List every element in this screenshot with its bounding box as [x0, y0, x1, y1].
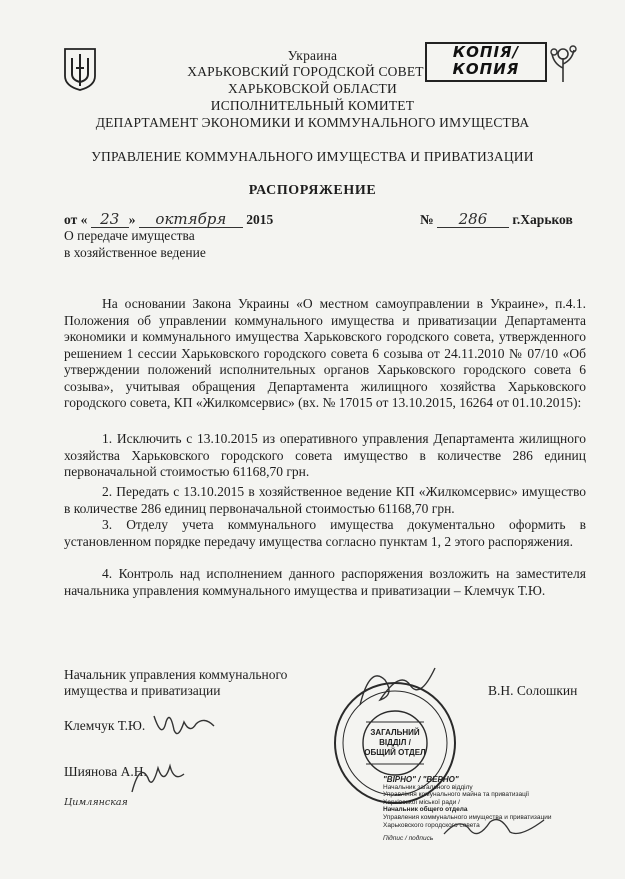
date-prefix: от « [64, 212, 88, 227]
round-stamp-text [360, 728, 430, 758]
number-prefix: № [420, 212, 434, 227]
verno-stamp-line6: Управления коммунального имущества и приватизации [383, 813, 552, 821]
item-1: 1. Исключить с 13.10.2015 из оперативного управления Департамента жилищного хозяйства Харьковского городского совета имущество в количестве 286 единиц первоначальной стоимостью 61168,70 грн. [64, 431, 586, 479]
header-region: ХАРЬКОВСКОЙ ОБЛАСТИ [228, 81, 397, 96]
round-stamp-line2: ВІДДІЛ / [379, 738, 411, 747]
signer-position-line1: Начальник управления коммунального [64, 667, 288, 682]
verno-stamp-title: "ВІРНО" / "ВЕРНО" [383, 775, 459, 784]
preamble: На основании Закона Украины «О местном самоуправлении в Украине», п.4.1. Положения об управлении коммунального имущества и приватизации Департамента экономики и коммунального имущества Харьковского городского совета, утвержденного решением 1 сессии Харьковского городского совета 6 созыва от 24.11.2010 № 07/10 «Об утверждении положений исполнительных органов Харьковского городского совета 6 созыва», учитывая обращения Департамента жилищного хозяйства Харьковского городского совета, КП «Жилкомсервис» (вх. № 17015 от 13.10.2015, 16264 от 01.10.2015): [64, 296, 586, 410]
klemchuk-signature [148, 706, 220, 746]
round-stamp-line3: ОБЩИЙ ОТДЕЛ [364, 748, 426, 757]
document-title: РАСПОРЯЖЕНИЕ [248, 183, 377, 198]
date-year: 2015 [246, 212, 274, 227]
city: г.Харьков [512, 212, 573, 227]
document-date [64, 211, 273, 228]
approver-tsimlyanskaya: Цимлянская [64, 797, 128, 808]
verno-stamp-line4: Харківської міської ради / [383, 798, 460, 806]
header-department: ДЕПАРТАМЕНТ ЭКОНОМИКИ И КОММУНАЛЬНОГО ИМУЩЕСТВА [95, 115, 530, 130]
approver-shiyanova: Шиянова А.Н. [64, 764, 147, 779]
verno-stamp-line8: Підпис / подпись [383, 835, 434, 843]
date-month: октября [139, 211, 243, 228]
verno-stamp-line2: Начальник загального відділу [383, 783, 473, 791]
verno-signature [440, 812, 550, 842]
header-council: ХАРЬКОВСКИЙ ГОРОДСКОЙ СОВЕТ [187, 64, 424, 79]
round-stamp-line1: ЗАГАЛЬНИЙ [370, 728, 420, 737]
copy-stamp-line1: КОПІЯ/ [452, 43, 520, 61]
item-2: 2. Передать с 13.10.2015 в хозяйственное ведение КП «Жилкомсервис» имущество в количестве 286 единиц первоначальной стоимостью 61168,70 грн. [64, 484, 586, 516]
shiyanova-signature [128, 756, 188, 800]
header-country: Украина [287, 48, 338, 63]
header-committee: ИСПОЛНИТЕЛЬНЫЙ КОМИТЕТ [210, 98, 415, 113]
approver-klemchuk: Клемчук Т.Ю. [64, 718, 146, 733]
signer-name: В.Н. Солошкин [488, 683, 578, 698]
number-value: 286 [437, 211, 509, 228]
verno-stamp-line7: Харьковского городского совета [383, 821, 480, 829]
subject-line1: О передаче имущества [64, 228, 195, 243]
date-day: 23 [91, 211, 129, 228]
copy-stamp-line2: КОПИЯ [452, 60, 520, 78]
item-3: 3. Отделу учета коммунального имущества документально оформить в установленном порядке передачу имущества согласно пунктам 1, 2 этого распоряжения. [64, 517, 586, 549]
subject-line2: в хозяйственное ведение [64, 245, 206, 260]
document-number [420, 211, 573, 228]
header-administration: УПРАВЛЕНИЕ КОММУНАЛЬНОГО ИМУЩЕСТВА И ПРИВАТИЗАЦИИ [91, 149, 534, 164]
verno-stamp-line5: Начальник общего отдела [383, 806, 468, 814]
date-mid: » [128, 212, 136, 227]
verno-stamp-line3: Управління комунального майна та приватизації [383, 791, 530, 799]
signer-position-line2: имущества и приватизации [64, 683, 221, 698]
item-4: 4. Контроль над исполнением данного распоряжения возложить на заместителя начальника управления коммунального имущества и приватизации – Клемчук Т.Ю. [64, 566, 586, 598]
